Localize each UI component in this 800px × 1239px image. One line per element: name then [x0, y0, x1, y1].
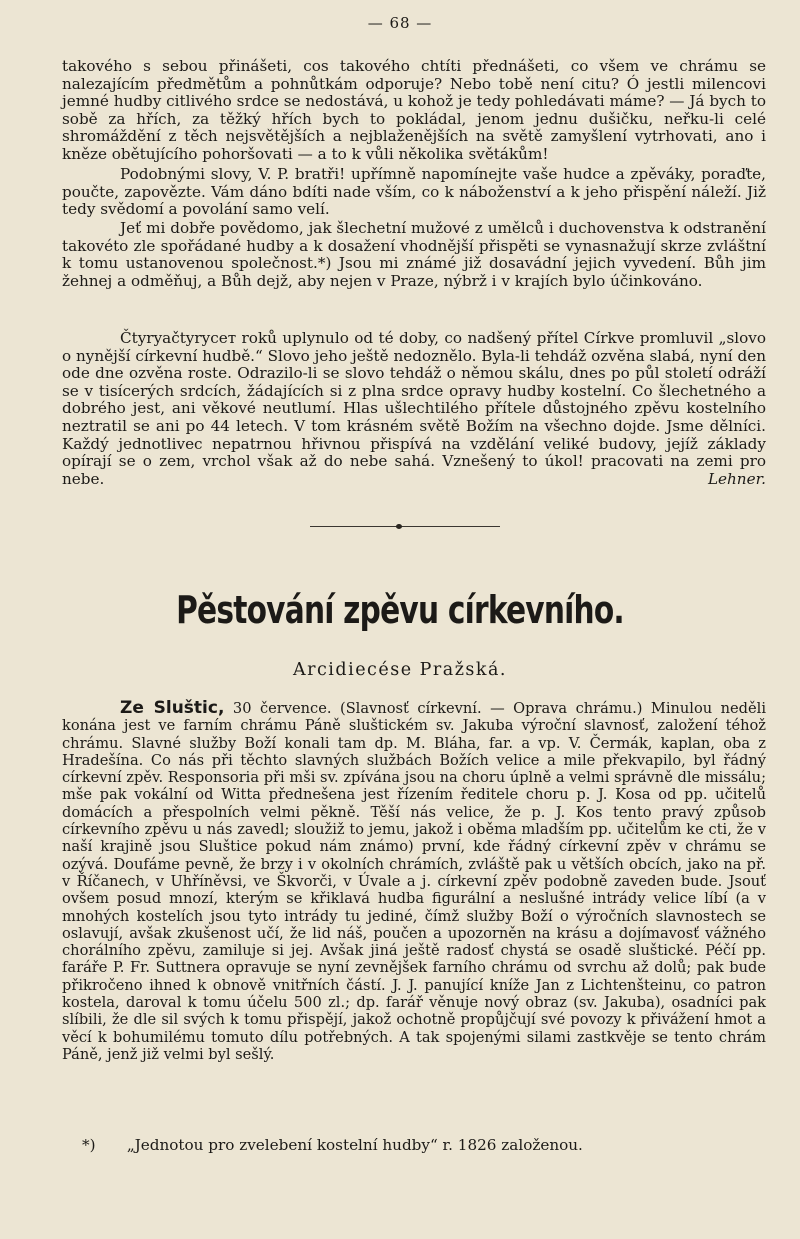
author-signature: Lehner. [707, 469, 766, 488]
paragraph-text: Čtyryačtyryceт roků uplynulo od té doby, co nadšený přítel Církve promluvil „slovo o nynější církevní hudbě.“ Slovo jeho ještě nedoznělo. Byla-li tehdáž ozvěna slabá, nyní den ode dne ozvěna roste. Odrazilo-li se slovo tehdáž o němou skálu, dnes po půl století odráží se v tisícerých srdcích, žádajících si z plna srdce opravy hudby kostelní. Co šlechetného a dobrého jest, ani věkové neutlumí. Hlas ušlechtilého přítele důstojného zpěvu kostelního neztratil se ani po 44 letech. V tom krásném světě Božím na všechno dojde. Jsme dělníci. Každý jednotlivec nepatrnou hřivnou přispívá na vzdělání veliké budovy, jejíž základy opírají se o zem, vrchol však až do nebe sahá. Vznešený to úkol! pracovati na zemi pro nebe. [62, 329, 766, 488]
report-text: 30 července. (Slavnosť církevní. — Oprava chrámu.) Minulou neděli konána jest ve farním chrámu Páně sluštickém sv. Jakuba výroční slavnosť, založení téhož chrámu. Slavné služby Boží konali tam dp. M. Bláha, far. a vp. V. Čermák, kaplan, oba z Hradešína. Co nás při těchto slavných službách Božích velice a mile překvapilo, byl řádný církevní zpěv. Responsoria při mši sv. zpívána jsou na choru úplně a velmi správně dle missálu; mše pak vokální od Witta přednešena jest řízením ředitele choru p. J. Kosa od pp. učitelů domácích a přespolních velmi pěkně. Těší nás velice, že p. J. Kos tento pravý způsob církevního zpěvu u nás zavedl; sloužiž to jemu, jakož i oběma mladším pp. učitelům ke cti, že v naší krajině jsou Sluštice pokud nám známo) první, kde řádný církevní zpěv v chrámu se ozývá. Doufáme pevně, že brzy i v okolních chrámích, zvláště pak u větších obcích, jako na př. v Říčanech, v Uhříněvsi, ve Škvorči, v Úvale a j. církevní zpěv podobně zaveden bude. Jsouť ovšem posud mnozí, kterým se křiklavá hudba figurální a neslušné intrády velice líbí (a v mnohých kostelích jsou tyto intrády tu jediné, čímž služby Boží o výročních slavnostech se oslavují, avšak zkušenost učí, že lid náš, poučen a upozorněn na krásu a dojímavosť vážného chorálního zpěvu, zamiluje si jej. Avšak jiná ještě radosť chystá se osadě sluštické. Péčí pp. faráře P. Fr. Suttnera opravuje se nyní zevnějšek farního chrámu od svrchu až dolů; pak bude přikročeno ihned k obnově vnitřních částí. J. J. panující kníže Jan z Lichtenšteinu, co patron kostela, daroval k tomu účelu 500 zl.; dp. farář věnuje nový obraz (sv. Jakuba), osadníci pak slíbili, že dle sil svých k tomu přispějí, jakož ochotně propůjčují své povozy k přivážení hmot a věcí k bohumilému tomuto dílu potřebných. A tak spojenými silami zastkvěje se tento chrám Páně, jenž již velmi byl sešlý. [62, 700, 766, 1063]
exhortation-paragraph [62, 166, 766, 219]
section-heading: Arcidiecése Pražská. [293, 660, 507, 680]
section-divider [310, 526, 500, 527]
paragraph-text: Jeť mi dobře povědomo, jak šlechetní mužové z umělců i duchovenstva k odstranění takovéto zle spořádané hudby a k dosažení vhodnější přispěti se vynasnažují skrze zvláštní k tomu ustanovenou společnost.*) Jsou mi známé již dosavádní jejich vyvedení. Bůh jim žehnej a odměňuj, a Bůh dejž, aby nejen v Praze, nýbrž i v krajích bylo účinkováno. [62, 219, 766, 290]
report-paragraph [62, 700, 766, 1063]
paragraph-text: Podobnými slovy, V. P. bratři! upřímně napomínejte vaše hudce a zpěváky, poraďte, poučte, zapovězte. Vám dáno bdíti nade vším, co k náboženství a k jeho přispění náleží. Již tedy svědomí a povolání samo velí. [62, 165, 766, 219]
footnote-marker: *) [82, 1136, 96, 1154]
page-number: — 68 — [367, 14, 433, 32]
footnote-text: „Jednotou pro zvelebení kostelní hudby“ r. 1826 založenou. [126, 1136, 583, 1154]
report-place: Ze Sluštic, [120, 698, 225, 718]
continued-paragraph [62, 58, 766, 164]
footnote [82, 1136, 762, 1154]
divider-dot [396, 524, 402, 529]
article-title: Pěstování zpěvu církevního. [176, 588, 624, 632]
paragraph-text: takového s sebou přinášeti, cos takového chtíti přednášeti, co všem ve chrámu se nalezajícím předmětům a pohnůtkám odporuje? Nebo tobě není citu? Ó jestli milencovi jemné hudby citlivého srdce se nedostává, u kohož je tedy pohledávati máme? — Já bych to sobě za hřích, za těžký hřích bych to pokládal, jenom jednu dušičku, neřku-li celé shromáždění z těch nejsvětějších a nejblaženějších na světě zamyšlení vytrhovati, ano i kněze obětujícího pohoršovati — a to k vůli několika světákům! [62, 57, 766, 163]
society-paragraph [62, 220, 766, 290]
closing-paragraph [62, 330, 766, 488]
